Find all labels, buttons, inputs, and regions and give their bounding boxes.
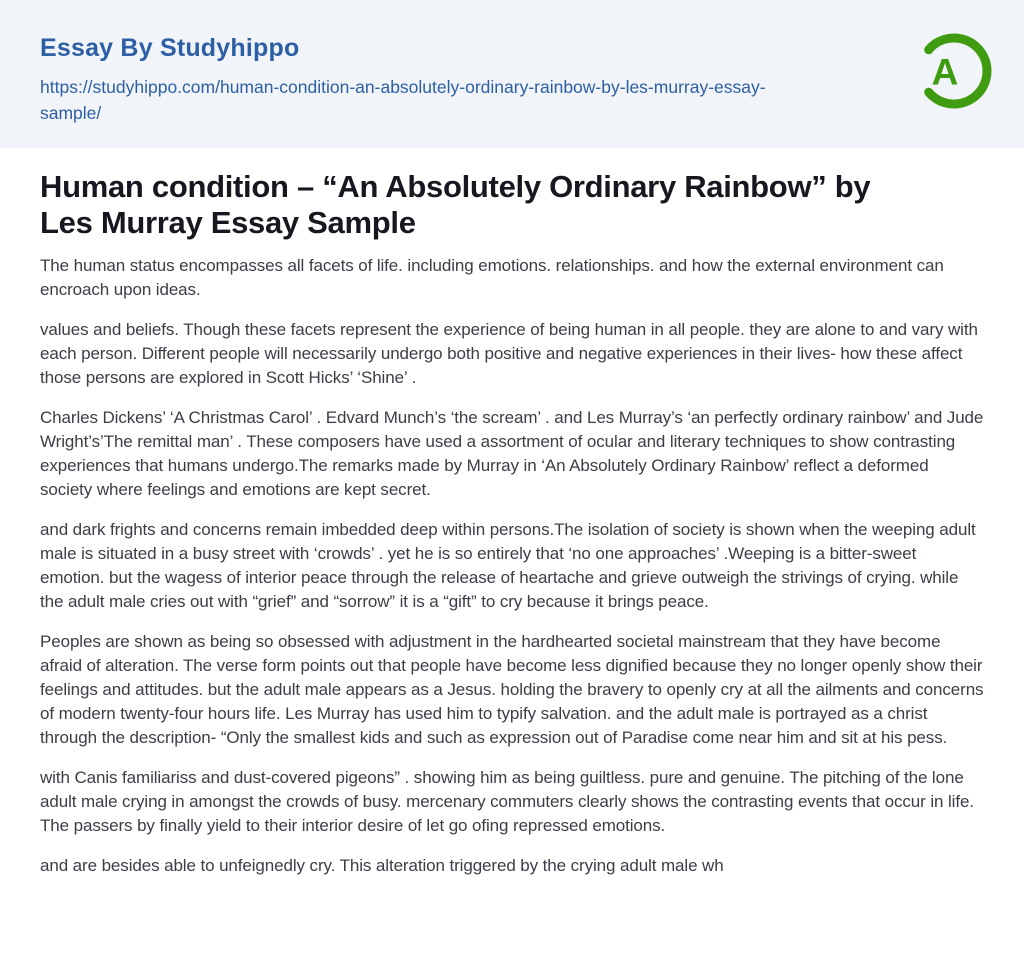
brand-title: Essay By Studyhippo (40, 34, 300, 62)
page-header (0, 0, 1024, 148)
header-text-block (40, 33, 785, 126)
essay-article (0, 148, 1024, 878)
essay-paragraph-7: and are besides able to unfeignedly cry. This alteration triggered by the crying adult male wh (40, 856, 724, 875)
essay-paragraph-6: with Canis familiariss and dust-covered pigeons” . showing him as being guiltless. pure and genuine. The pitching of the lone adult male crying in amongst the crowds of busy. mercenary commuters clearly shows the contrasting events that occur in life. The passers by finally yield to their interior desire of let go ofing repressed emotions. (40, 768, 974, 835)
essay-paragraph-5: Peoples are shown as being so obsessed with adjustment in the hardhearted societal mainstream that they have become afraid of alteration. The verse form points out that people have become less dignified because they no longer openly show their feelings and attitudes. but the adult male appears as a Jesus. holding the bravery to openly cry at all the ailments and concerns of modern twenty-four hours life. Les Murray has used him to typify salvation. and the adult male is portrayed as a christ through the description- “Only the smallest kids and such as expression out of Paradise come near him and sit at his pess. (40, 632, 984, 747)
essay-paragraph-2: values and beliefs. Though these facets represent the experience of being human in all people. they are alone to and vary with each person. Different people will necessarily undergo both positive and negative experiences in their lives- how these affect those persons are explored in Scott Hicks’ ‘Shine’ . (40, 320, 978, 387)
essay-paragraph-3: Charles Dickens’ ‘A Christmas Carol’ . Edvard Munch’s ‘the scream’ . and Les Murray’s ‘an perfectly ordinary rainbow’ and Jude Wright’s’The remittal man’ . These composers have used a assortment of ocular and literary techniques to show contrasting experiences that humans undergo.The remarks made by Murray in ‘An Absolutely Ordinary Rainbow’ reflect a deformed society where feelings and emotions are kept secret. (40, 408, 984, 499)
essay-paragraph-4: and dark frights and concerns remain imbedded deep within persons.The isolation of society is shown when the weeping adult male is situated in a busy street with ‘crowds’ . yet he is so entirely that ‘no one approaches’ .Weeping is a bitter-sweet emotion. but the wagess of interior peace through the release of heartache and grieve outweigh the strivings of crying. while the adult male cries out with “grief” and “sorrow” it is a “gift” to cry because it brings peace. (40, 520, 976, 611)
page-title: Human condition – “An Absolutely Ordinary Rainbow” by Les Murray Essay Sample (40, 169, 871, 240)
logo-a-circle-icon (914, 31, 994, 111)
svg-text:A: A (931, 51, 959, 93)
essay-paragraph-1: The human status encompasses all facets of life. including emotions. relationships. and how the external environment can encroach upon ideas. (40, 256, 944, 299)
studyhippo-logo (914, 31, 994, 111)
page-url: https://studyhippo.com/human-condition-an-absolutely-ordinary-rainbow-by-les-murray-essay-sample/ (40, 77, 766, 123)
